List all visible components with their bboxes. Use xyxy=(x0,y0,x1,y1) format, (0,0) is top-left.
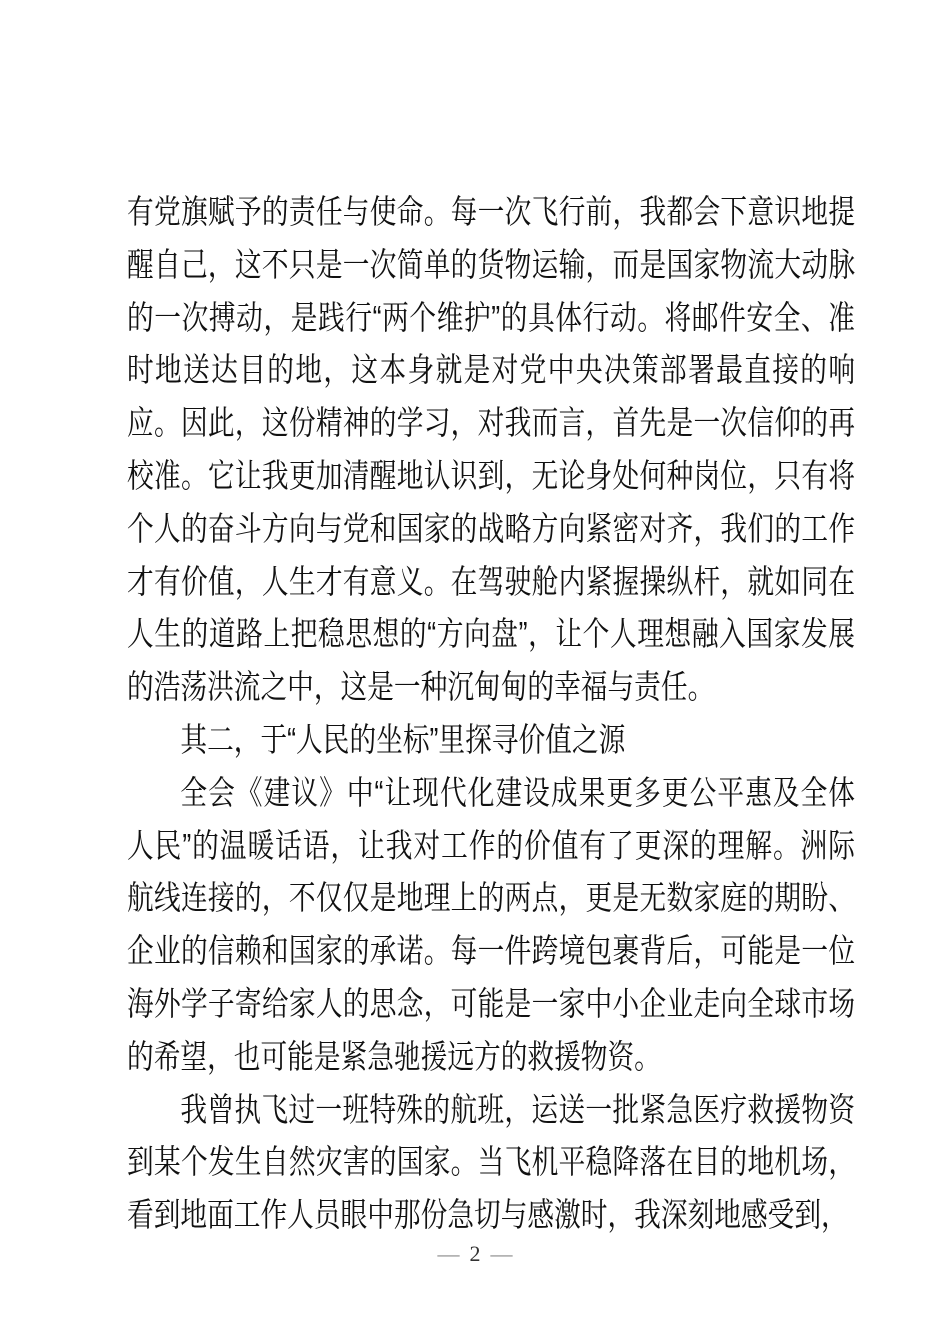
document-body xyxy=(127,186,855,1242)
page-footer xyxy=(0,1241,950,1267)
footer-right-dash: — xyxy=(490,1241,513,1266)
body-paragraph: 我曾执飞过一班特殊的航班，运送一批紧急医疗救援物资到某个发生自然灾害的国家。当飞机平稳降落在目的地机场，看到地面工作人员眼中那份急切与感激时，我深刻地感受到， xyxy=(127,1090,856,1234)
page-number: 2 xyxy=(469,1241,481,1266)
footer-left-dash: — xyxy=(437,1241,460,1266)
section-heading: 其二，于“人民的坐标”里探寻价值之源 xyxy=(180,720,626,758)
body-paragraph-continuation: 有党旗赋予的责任与使命。每一次飞行前，我都会下意识地提醒自己，这不只是一次简单的货物运输，而是国家物流大动脉的一次搏动，是践行“两个维护”的具体行动。将邮件安全、准时地送达目的地，这本身就是对党中央决策部署最直接的响应。因此，这份精神的学习，对我而言，首先是一次信仰的再校准。它让我更加清醒地认识到，无论身处何种岗位，只有将个人的奋斗方向与党和国家的战略方向紧密对齐，我们的工作才有价值，人生才有意义。在驾驶舱内紧握操纵杆，就如同在人生的道路上把稳思想的“方向盘”，让个人理想融入国家发展的浩荡洪流之中，这是一种沉甸甸的幸福与责任。 xyxy=(127,193,856,706)
body-paragraph: 全会《建议》中“让现代化建设成果更多更公平惠及全体人民”的温暖话语，让我对工作的价值有了更深的理解。洲际航线连接的，不仅仅是地理上的两点，更是无数家庭的期盼、企业的信赖和国家的承诺。每一件跨境包裹背后，可能是一位海外学子寄给家人的思念，可能是一家中小企业走向全球市场的希望，也可能是紧急驰援远方的救援物资。 xyxy=(127,773,856,1075)
